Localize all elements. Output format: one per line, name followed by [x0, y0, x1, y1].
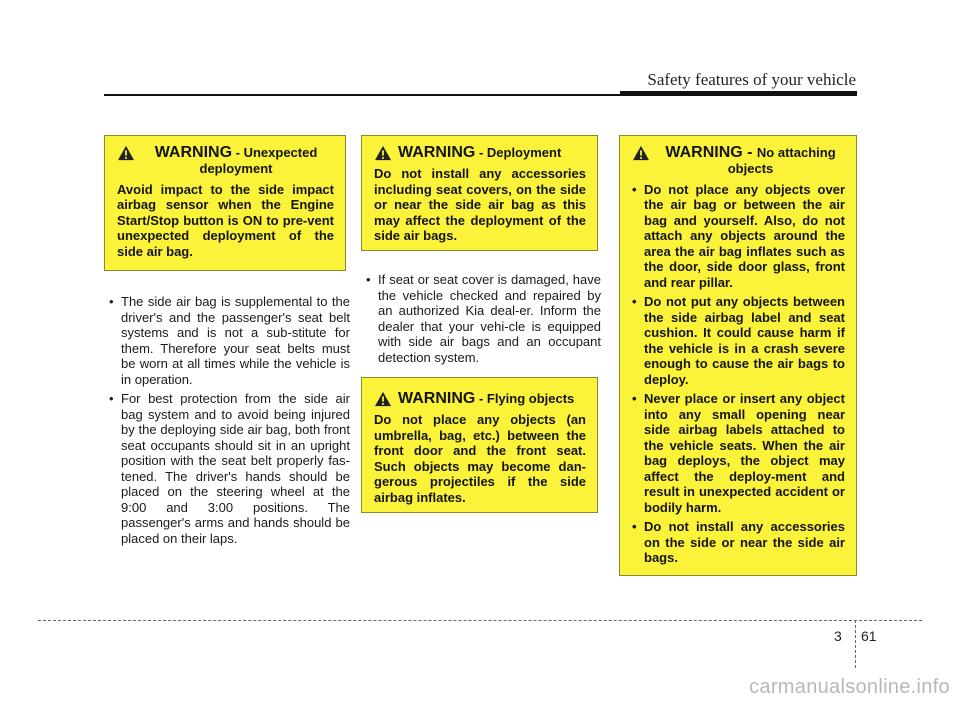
- warning-triangle-icon: [374, 391, 392, 407]
- warning-subtitle: - Flying objects: [475, 391, 575, 406]
- warning-label: WARNING -: [665, 144, 757, 161]
- warning-text: Avoid impact to the side impact airbag sensor when the Engine Start/Stop button is ON to pre-vent unexpected deployment of the side air bag.: [117, 181, 334, 259]
- page-number: 61: [861, 628, 877, 644]
- warning-subtitle: - Unexpected deployment: [199, 145, 318, 176]
- list-item: • The side air bag is supplemental to the driver's and the passenger's seat belt systems and is not a sub-stitute for them. Therefore your seat belts must be worn at all times while the vehicle is in operation.: [104, 294, 350, 387]
- warning-box-deployment: [361, 135, 598, 251]
- warning-list-item: • Do not install any accessories on the side or near the side air bags.: [632, 519, 845, 566]
- warning-box-no-attaching-objects: [619, 135, 857, 576]
- warning-list-item: • Do not place any objects over the air bag or between the air bag and yourself. Also, do not attach any objects around the area the air bag inflates such as the door, side door glass, front and rear pillar.: [632, 182, 845, 291]
- header-rule-accent: [620, 91, 857, 96]
- watermark: carmanualsonline.info: [749, 676, 950, 698]
- list-item: • If seat or seat cover is damaged, have the vehicle checked and repaired by an authorized Kia deal-er. Inform the dealer that your vehi-cle is equipped with side air bags and an occupant detection system.: [361, 272, 601, 365]
- warning-triangle-icon: [632, 145, 650, 161]
- footer-divider: [855, 620, 856, 668]
- warning-text: Do not place any objects (an umbrella, bag, etc.) between the front door and the front seat. Such objects may become dan-gerous projectiles if the side airbag inflates.: [374, 412, 586, 505]
- warning-list-item: • Do not put any objects between the side airbag label and seat cushion. It could cause harm if the vehicle is in a crash severe enough to cause the air bags to deploy.: [632, 294, 845, 387]
- warning-header: [117, 144, 334, 177]
- footer-rule: [38, 620, 922, 621]
- warning-header: [374, 390, 586, 407]
- list-item: • For best protection from the side air bag system and to avoid being injured by the deploying side air bag, both front seat occupants should sit in an upright position with the seat belt properly fas-tened. The driver's hands should be placed on the steering wheel at the 9:00 and 3:00 positions. The passenger's arms and hands should be placed on their laps.: [104, 391, 350, 546]
- warning-text: Do not install any accessories including seat covers, on the side or near the side air bag as this may affect the deployment of the side air bags.: [374, 166, 586, 243]
- middle-bullet-list: [361, 272, 601, 369]
- warning-header: [632, 144, 845, 177]
- warning-label: WARNING: [398, 390, 476, 407]
- warning-box-flying-objects: [361, 377, 598, 513]
- left-bullet-list: [104, 294, 350, 550]
- warning-list: [632, 182, 845, 566]
- warning-label: WARNING: [398, 144, 476, 161]
- warning-subtitle: - Deployment: [475, 145, 562, 160]
- warning-header: [374, 144, 586, 161]
- warning-box-unexpected-deployment: [104, 135, 346, 271]
- warning-list-item: • Never place or insert any object into any small opening near side airbag labels attached to the vehicle seats. When the air bag deploys, the object may affect the deploy-ment and result in unexpected accident or bodily harm.: [632, 391, 845, 515]
- chapter-number: 3: [834, 628, 842, 644]
- warning-label: WARNING: [154, 144, 233, 161]
- warning-subtitle: No attaching objects: [727, 145, 836, 176]
- section-title: Safety features of your vehicle: [647, 70, 856, 89]
- warning-triangle-icon: [117, 145, 135, 161]
- warning-triangle-icon: [374, 145, 392, 161]
